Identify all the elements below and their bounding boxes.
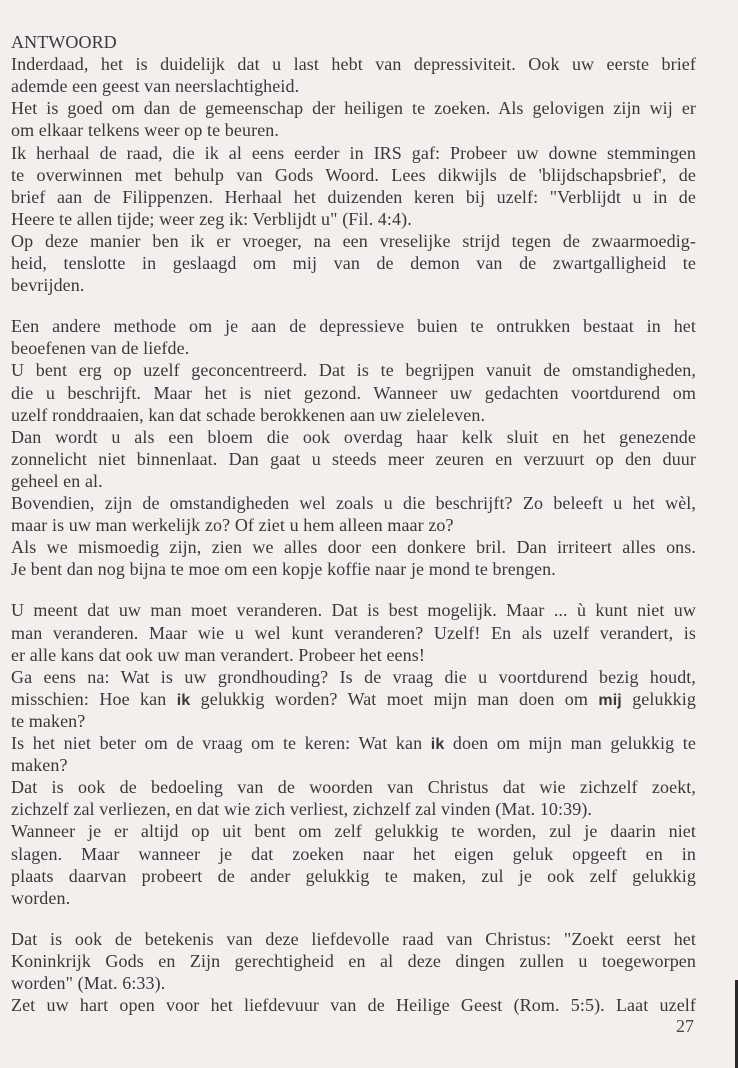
text-line: plaats daarvan probeert de ander gelukkig te maken, zul je ook zelf gelukkig xyxy=(11,865,696,886)
text-line: Zet uw hart open voor het liefdevuur van de Heilige Geest (Rom. 5:5). Laat uzelf xyxy=(11,995,696,1016)
text-line: om elkaar telkens weer op te beuren. xyxy=(11,120,279,141)
text-line: die u beschrijft. Maar het is niet gezond. Wanneer uw gedachten voortdurend om xyxy=(11,382,696,403)
text-line: Dan wordt u als een bloem die ook overdag haar kelk sluit en het genezende xyxy=(11,426,696,447)
text-line: Dat is ook de bedoeling van de woorden van Christus dat wie zichzelf zoekt, xyxy=(11,777,696,798)
text-line: Het is goed om dan de gemeenschap der heiligen te zoeken. Als gelovigen zijn wij er xyxy=(11,98,696,119)
text-line: U meent dat uw man moet veranderen. Dat is best mogelijk. Maar ... ù kunt niet uw xyxy=(11,600,696,621)
text-line: zichzelf zal verliezen, en dat wie zich verliest, zichzelf zal vinden (Mat. 10:39). xyxy=(11,799,593,820)
text-line: slagen. Maar wanneer je dat zoeken naar het eigen geluk opgeeft en in xyxy=(11,843,696,864)
text-line: Heere te allen tijde; weer zeg ik: Verblijdt u" (Fil. 4:4). xyxy=(11,208,412,229)
text-line: worden. xyxy=(11,887,71,908)
text-line: geheel en al. xyxy=(11,470,103,491)
text-line: maken? xyxy=(11,755,68,776)
text-line: zonnelicht niet binnenlaat. Dan gaat u steeds meer zeuren en verzuurt op den duur xyxy=(11,448,696,469)
text-line: Ik herhaal de raad, die ik al eens eerder in IRS gaf: Probeer uw downe stemmingen xyxy=(11,142,696,163)
text-line: te maken? xyxy=(11,710,86,731)
text-line: heid, tenslotte in geslaagd om mij van de demon van de zwartgalligheid te xyxy=(11,253,696,273)
text-line: Inderdaad, het is duidelijk dat u last hebt van depressiviteit. Ook uw eerste brief xyxy=(11,54,696,75)
text-line: U bent erg op uzelf geconcentreerd. Dat is te begrijpen vanuit de omstandigheden, xyxy=(11,360,696,381)
text-line: worden" (Mat. 6:33). xyxy=(11,973,166,993)
text-line: er alle kans dat ook uw man verandert. Probeer het eens! xyxy=(11,644,425,665)
text-line xyxy=(11,688,696,710)
text-line: bevrijden. xyxy=(11,275,85,296)
section-heading: ANTWOORD xyxy=(11,32,117,52)
text-segment: Is het niet beter om de vraag om te keren: Wat kan xyxy=(11,733,431,753)
text-line: Ga eens na: Wat is uw grondhouding? Is de vraag die u voortdurend bezig houdt, xyxy=(11,666,696,687)
bold-text: mij xyxy=(598,691,622,709)
text-line xyxy=(11,732,696,754)
text-line: te overwinnen met behulp van Gods Woord. Lees dikwijls de 'blijdschapsbrief', de xyxy=(11,164,696,185)
bold-text: ik xyxy=(176,691,191,709)
text-line: Wanneer je er altijd op uit bent om zelf gelukkig te worden, zul je daarin niet xyxy=(11,821,696,842)
text-line: man veranderen. Maar wie u wel kunt veranderen? Uzelf! En als uzelf verandert, is xyxy=(11,622,696,643)
text-segment: gelukkig worden? Wat moet mijn man doen om xyxy=(190,688,599,709)
text-line: Je bent dan nog bijna te moe om een kopje koffie naar je mond te brengen. xyxy=(11,559,556,580)
text-segment: misschien: Hoe kan xyxy=(11,688,177,709)
text-line: Koninkrijk Gods en Zijn gerechtigheid en al deze dingen zullen u toegeworpen xyxy=(11,950,696,971)
text-line: ademde een geest van neerslachtigheid. xyxy=(11,76,300,97)
text-line: Bovendien, zijn de omstandigheden wel zoals u die beschrijft? Zo beleeft u het wèl, xyxy=(11,493,696,513)
text-segment: gelukkig xyxy=(621,688,696,709)
text-line: Dat is ook de betekenis van deze liefdevolle raad van Christus: "Zoekt eerst het xyxy=(11,928,696,949)
text-line: Op deze manier ben ik er vroeger, na een vreselijke strijd tegen de zwaarmoedig- xyxy=(11,230,696,251)
text-line: beoefenen van de liefde. xyxy=(11,338,190,359)
text-segment: doen om mijn man gelukkig te xyxy=(444,733,696,753)
text-line: Als we mismoedig zijn, zien we alles door een donkere bril. Dan irriteert alles ons. xyxy=(11,537,696,558)
text-line: maar is uw man werkelijk zo? Of ziet u hem alleen maar zo? xyxy=(11,515,454,536)
text-line: brief aan de Filippenzen. Herhaal het duizenden keren bij uzelf: "Verblijdt u in de xyxy=(11,186,696,207)
page-number: 27 xyxy=(676,1016,694,1036)
text-line: uzelf ronddraaien, kan dat schade berokkenen aan uw zieleleven. xyxy=(11,404,486,425)
bold-text: ik xyxy=(430,736,445,753)
text-line: Een andere methode om je aan de depressieve buien te ontrukken bestaat in het xyxy=(11,316,696,337)
